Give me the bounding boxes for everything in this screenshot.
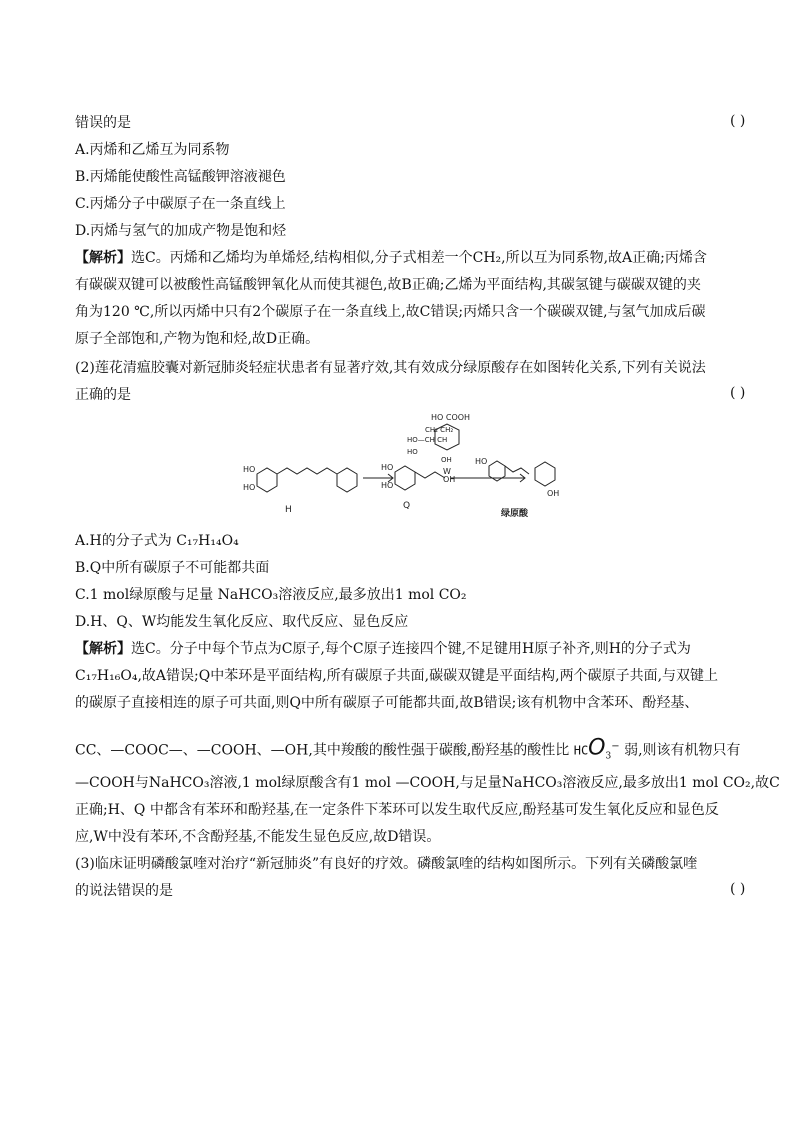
q1-analysis-line-1 [75,248,725,268]
analysis-text-cont: 弱,则该有机物只有 [624,742,741,759]
q3-stem-line-1: (3)临床证明磷酸氯喹对治疗“新冠肺炎”有良好的疗效。磷酸氯喹的结构如图所示。下列有关磷酸氯喹 [75,856,698,872]
w-ch2-label: CH₂ CH₂ [425,426,454,434]
w-reagent-label: W [443,467,451,476]
q2-analysis-line-1 [75,639,725,659]
q-compound-label: Q [403,501,411,511]
q2-stem-line-1: (2)莲花清瘟胶囊对新冠肺炎轻症状患者有显著疗效,其有效成分绿原酸存在如图转化关系,下列有关说法 [75,360,706,376]
q2-option-c: C.1 mol绿原酸与足量 NaHCO₃溶液反应,最多放出1 mol CO₂ [75,587,467,603]
h-side-chain [277,468,337,474]
q-benzene-ring [395,466,415,490]
q1-analysis-line-3: 角为120 ℃,所以丙烯中只有2个碳原子在一条直线上,故C错误;丙烯只含一个碳碳双键,与氢气加成后碳 [75,304,706,320]
q2-answer-bracket: ( ) [730,385,746,401]
product-ho-label: HO [475,457,488,466]
w-ho-label: HO [407,448,418,456]
h-ho2-label: HO [243,483,256,492]
q-ho-label: HO [381,463,394,472]
q2-option-d: D.H、Q、W均能发生氧化反应、取代反应、显色反应 [75,614,409,630]
bicarbonate-o: O [588,735,606,761]
q1-option-d: D.丙烯与氢气的加成产物是饱和烃 [75,223,287,239]
analysis-tag: 【解析】 [75,250,131,266]
q2-analysis-line-5: —COOH与NaHCO₃溶液,1 mol绿原酸含有1 mol —COOH,与足量NaHCO₃溶液反应,最多放出1 mol CO₂,故C [75,775,780,791]
q1-option-a: A.丙烯和乙烯互为同系物 [75,142,230,158]
q2-option-b: B.Q中所有碳原子不可能都共面 [75,560,270,576]
q1-answer-bracket: ( ) [730,113,746,129]
q1-option-c: C.丙烯分子中碳原子在一条直线上 [75,196,286,212]
analysis-text: 选C。分子中每个节点为C原子,每个C原子连接四个键,不足键用H原子补齐,则H的分子式为 [131,641,691,657]
w-cooh-label: HO COOH [431,413,471,422]
h-benzene-ring [257,468,277,492]
h-ho-label: HO [243,465,256,474]
q2-analysis-line-2: C₁₇H₁₆O₄,故A错误;Q中苯环是平面结构,所有碳原子共面,碳碳双键是平面结构,两个碳原子共面,与双键上 [75,668,719,684]
product-name-label: 绿原酸 [501,509,529,519]
q1-stem: 错误的是 [75,115,131,131]
product-cyclohexane-ring [535,462,555,486]
q2-analysis-line-4 [75,733,741,762]
chlorogenic-acid-reaction-scheme [235,412,575,522]
q2-stem-line-2: 正确的是 [75,387,131,403]
bicarbonate-hc: HC [573,743,589,758]
q1-analysis-line-4: 原子全部饱和,产物为饱和烃,故D正确。 [75,331,320,347]
w-oh-label: OH [441,456,452,464]
q1-analysis-line-2: 有碳碳双键可以被酸性高锰酸钾氧化从而使其褪色,故B正确;乙烯为平面结构,其碳氢键与碳碳双键的夹 [75,277,701,293]
bicarbonate-subscript: 3 [605,751,612,762]
q2-analysis-line-6: 正确;H、Q 中都含有苯环和酚羟基,在一定条件下苯环可以发生取代反应,酚羟基可发生氧化反应和显色反 [75,802,719,818]
w-hoch-label: HO—CH CH [407,436,448,444]
q2-option-a: A.H的分子式为 C₁₇H₁₄O₄ [75,533,239,549]
q3-stem-line-2: 的说法错误的是 [75,883,173,899]
product-oh-label: OH [547,489,560,498]
h-compound-label: H [285,505,292,515]
h-phenyl-ring [337,468,357,492]
q3-answer-bracket: ( ) [730,881,746,897]
q1-option-b: B.丙烯能使酸性高锰酸钾溶液褪色 [75,169,286,185]
q-ho2-label: HO [381,481,394,490]
analysis-text: 选C。丙烯和乙烯均为单烯烃,结构相似,分子式相差一个CH₂,所以互为同系物,故A正确;丙烯含 [131,250,707,266]
analysis-text: CC、—COOC—、—COOH、—OH,其中羧酸的酸性强于碳酸,酚羟基的酸性比 [75,742,570,759]
q2-analysis-line-7: 应,W中没有苯环,不含酚羟基,不能发生显色反应,故D错误。 [75,829,441,845]
q-oh-label: OH [443,475,456,484]
q2-analysis-line-3: 的碳原子直接相连的原子可共面,则Q中所有碳原子可能都共面,故B错误;该有机物中含苯环、酚羟基、 [75,695,699,711]
analysis-tag: 【解析】 [75,641,131,657]
bicarbonate-charge: − [611,741,620,752]
